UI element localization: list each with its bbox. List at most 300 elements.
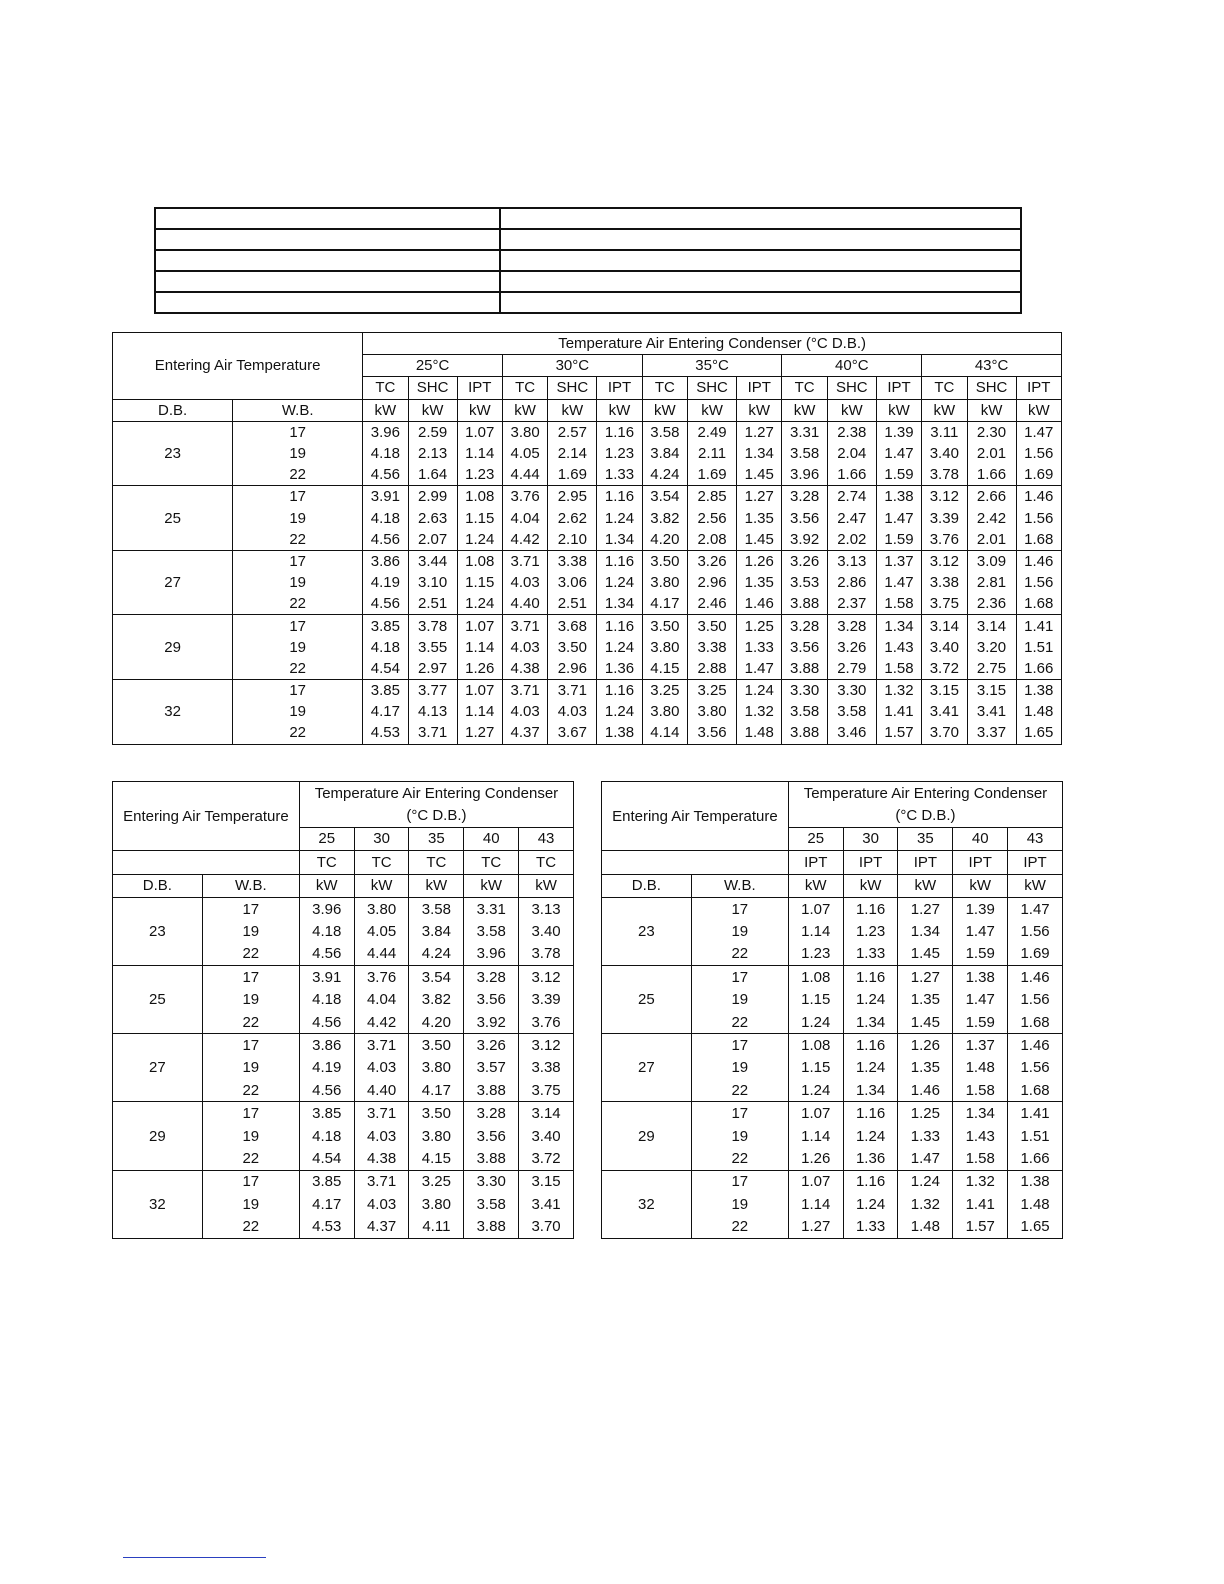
- table-cell: 1.65: [1008, 1215, 1063, 1238]
- table-cell: 1.08: [457, 486, 502, 508]
- table-cell: 2.99: [408, 486, 457, 508]
- db-value: 27: [602, 1034, 692, 1102]
- table-cell: 3.40: [922, 637, 967, 658]
- wb-value: 22: [691, 943, 788, 966]
- table-cell: 1.59: [876, 464, 921, 486]
- table-cell: 2.08: [688, 529, 737, 551]
- table-cell: 1.08: [457, 550, 502, 572]
- table-cell: 1.46: [1016, 550, 1061, 572]
- table-cell: 1.16: [597, 421, 642, 443]
- header-row-1: [113, 782, 574, 805]
- table-cell: 3.25: [642, 680, 687, 702]
- metric-header: IPT: [597, 377, 642, 399]
- spec-label-cell: [155, 271, 500, 292]
- table-cell: 1.24: [788, 1011, 843, 1034]
- table-cell: 3.39: [922, 508, 967, 529]
- unit-header: kW: [502, 399, 547, 421]
- table-cell: 3.12: [519, 1034, 574, 1057]
- metric-header: TC: [464, 851, 519, 874]
- table-cell: 1.14: [457, 637, 502, 658]
- table-cell: 1.07: [457, 421, 502, 443]
- table-cell: 4.53: [299, 1215, 354, 1238]
- table-cell: 1.34: [597, 593, 642, 615]
- table-cell: 1.47: [737, 658, 782, 680]
- wb-value: 22: [202, 1215, 299, 1238]
- wb-value: 17: [691, 1170, 788, 1193]
- table-cell: 3.67: [548, 722, 597, 744]
- header-row-1: [602, 782, 1063, 805]
- table-row: [113, 486, 1062, 508]
- spec-row: [155, 229, 1021, 250]
- table-cell: 2.59: [408, 421, 457, 443]
- table-cell: 1.46: [1016, 486, 1061, 508]
- table-cell: 4.44: [502, 464, 547, 486]
- table-cell: 3.40: [922, 443, 967, 464]
- wb-value: 19: [233, 637, 363, 658]
- table-cell: 2.66: [967, 486, 1016, 508]
- table-cell: 3.39: [519, 989, 574, 1011]
- table-cell: 3.26: [464, 1034, 519, 1057]
- table-cell: 1.27: [898, 966, 953, 989]
- header-row-4: [602, 851, 1063, 874]
- table-cell: 3.72: [922, 658, 967, 680]
- table-cell: 4.53: [363, 722, 408, 744]
- table-cell: 2.36: [967, 593, 1016, 615]
- unit-header: kW: [642, 399, 687, 421]
- table-cell: 4.56: [363, 529, 408, 551]
- wb-header: W.B.: [202, 874, 299, 897]
- table-row: [113, 680, 1062, 702]
- table-cell: 4.19: [299, 1057, 354, 1079]
- table-cell: 3.06: [548, 572, 597, 593]
- table-cell: 1.15: [457, 572, 502, 593]
- spec-row: [155, 208, 1021, 229]
- table-cell: 3.78: [408, 615, 457, 637]
- table-cell: 1.16: [597, 680, 642, 702]
- table-cell: 1.41: [953, 1193, 1008, 1215]
- wb-value: 22: [691, 1147, 788, 1170]
- wb-value: 22: [233, 593, 363, 615]
- table-cell: 3.31: [464, 897, 519, 920]
- wb-header: W.B.: [233, 399, 363, 421]
- table-cell: 3.14: [519, 1102, 574, 1125]
- db-value: 23: [113, 897, 203, 965]
- table-cell: 3.71: [354, 1034, 409, 1057]
- db-value: 25: [113, 966, 203, 1034]
- table-cell: 1.14: [788, 920, 843, 942]
- table-row: [602, 1034, 1063, 1057]
- wb-value: 19: [233, 701, 363, 722]
- wb-value: 19: [233, 443, 363, 464]
- table-row: [113, 615, 1062, 637]
- table-cell: 1.56: [1016, 572, 1061, 593]
- table-cell: 3.80: [502, 421, 547, 443]
- table-cell: 4.03: [354, 1125, 409, 1147]
- condenser-temp-header: 43: [519, 827, 574, 850]
- table-cell: 1.66: [827, 464, 876, 486]
- table-cell: 1.46: [737, 593, 782, 615]
- table-cell: 1.48: [1016, 701, 1061, 722]
- table-cell: 3.82: [409, 989, 464, 1011]
- table-cell: 2.02: [827, 529, 876, 551]
- table-cell: 1.47: [898, 1147, 953, 1170]
- table-row: [113, 966, 574, 989]
- table-cell: 3.88: [464, 1215, 519, 1238]
- entering-air-header: Entering Air Temperature: [113, 782, 300, 851]
- db-header: D.B.: [113, 874, 203, 897]
- table-cell: 3.80: [409, 1125, 464, 1147]
- table-cell: 4.56: [363, 593, 408, 615]
- table-cell: 3.14: [922, 615, 967, 637]
- table-cell: 2.57: [548, 421, 597, 443]
- table-cell: 3.30: [464, 1170, 519, 1193]
- table-cell: 2.86: [827, 572, 876, 593]
- table-cell: 3.56: [464, 1125, 519, 1147]
- table-cell: 1.41: [1016, 615, 1061, 637]
- table-cell: 4.17: [299, 1193, 354, 1215]
- metric-header: SHC: [548, 377, 597, 399]
- table-cell: 1.35: [737, 572, 782, 593]
- db-value: 32: [113, 680, 233, 745]
- condenser-temp-header: 25: [788, 827, 843, 850]
- table-cell: 3.58: [464, 920, 519, 942]
- unit-header: kW: [827, 399, 876, 421]
- table-cell: 4.18: [299, 920, 354, 942]
- unit-header: kW: [922, 399, 967, 421]
- spec-label-cell: [155, 229, 500, 250]
- table-cell: 2.10: [548, 529, 597, 551]
- table-cell: 4.37: [502, 722, 547, 744]
- table-cell: 3.78: [922, 464, 967, 486]
- table-cell: 3.26: [782, 550, 827, 572]
- table-cell: 1.68: [1008, 1011, 1063, 1034]
- table-cell: 3.71: [354, 1102, 409, 1125]
- table-cell: 1.38: [597, 722, 642, 744]
- table-cell: 1.66: [1008, 1147, 1063, 1170]
- table-cell: 1.47: [953, 920, 1008, 942]
- metric-header: TC: [363, 377, 408, 399]
- table-cell: 3.14: [967, 615, 1016, 637]
- spec-row: [155, 250, 1021, 271]
- table-cell: 4.05: [502, 443, 547, 464]
- table-row: [113, 658, 1062, 680]
- table-cell: 1.27: [737, 421, 782, 443]
- unit-header: kW: [597, 399, 642, 421]
- db-header: D.B.: [602, 874, 692, 897]
- table-cell: 2.42: [967, 508, 1016, 529]
- table-cell: 1.14: [788, 1193, 843, 1215]
- table-cell: 1.24: [843, 1057, 898, 1079]
- table-cell: 3.58: [409, 897, 464, 920]
- table-cell: 3.86: [363, 550, 408, 572]
- performance-table: [112, 332, 1062, 745]
- table-cell: 3.57: [464, 1057, 519, 1079]
- table-cell: 1.38: [1016, 680, 1061, 702]
- table-cell: 4.24: [409, 943, 464, 966]
- condenser-temp-header: 40: [953, 827, 1008, 850]
- table-row: [113, 637, 1062, 658]
- table-cell: 4.18: [299, 1125, 354, 1147]
- table-cell: 1.38: [876, 486, 921, 508]
- table-cell: 3.15: [519, 1170, 574, 1193]
- spec-value-cell: [500, 208, 1021, 229]
- table-cell: 3.44: [408, 550, 457, 572]
- table-cell: 1.69: [688, 464, 737, 486]
- table-cell: 1.24: [898, 1170, 953, 1193]
- table-cell: 4.15: [409, 1147, 464, 1170]
- table-cell: 1.37: [876, 550, 921, 572]
- entering-air-header: Entering Air Temperature: [113, 333, 363, 400]
- table-cell: 1.58: [876, 593, 921, 615]
- wb-value: 17: [202, 1034, 299, 1057]
- table-cell: 1.47: [876, 443, 921, 464]
- table-cell: 1.16: [597, 615, 642, 637]
- table-cell: 3.96: [782, 464, 827, 486]
- unit-header: kW: [1008, 874, 1063, 897]
- table-cell: 3.09: [967, 550, 1016, 572]
- condenser-temp-header: 35: [409, 827, 464, 850]
- table-cell: 1.69: [1016, 464, 1061, 486]
- table-cell: 2.88: [688, 658, 737, 680]
- table-cell: 3.50: [409, 1102, 464, 1125]
- metric-header: IPT: [843, 851, 898, 874]
- table-cell: 2.74: [827, 486, 876, 508]
- metric-header: SHC: [408, 377, 457, 399]
- table-cell: 4.04: [502, 508, 547, 529]
- table-cell: 3.76: [354, 966, 409, 989]
- table-cell: 1.45: [737, 464, 782, 486]
- table-cell: 4.17: [363, 701, 408, 722]
- condenser-temp-header: 30: [354, 827, 409, 850]
- table-cell: 3.92: [464, 1011, 519, 1034]
- wb-value: 22: [202, 1011, 299, 1034]
- table-cell: 4.11: [409, 1215, 464, 1238]
- metric-header: TC: [519, 851, 574, 874]
- table-cell: 3.68: [548, 615, 597, 637]
- unit-header: kW: [1016, 399, 1061, 421]
- spec-table: [154, 207, 1022, 314]
- wb-value: 17: [233, 550, 363, 572]
- table-cell: 4.56: [299, 943, 354, 966]
- table-cell: 4.17: [409, 1079, 464, 1102]
- table-cell: 1.34: [876, 615, 921, 637]
- wb-value: 19: [202, 1057, 299, 1079]
- metric-header: SHC: [967, 377, 1016, 399]
- table-cell: 3.38: [922, 572, 967, 593]
- table-cell: 1.27: [457, 722, 502, 744]
- perf-header-row-4: [113, 399, 1062, 421]
- table-cell: 3.72: [519, 1147, 574, 1170]
- table-cell: 3.96: [464, 943, 519, 966]
- table-cell: 1.23: [457, 464, 502, 486]
- wb-value: 17: [691, 1102, 788, 1125]
- unit-header: kW: [843, 874, 898, 897]
- table-cell: 2.46: [688, 593, 737, 615]
- table-cell: 1.24: [843, 989, 898, 1011]
- table-cell: 1.14: [457, 443, 502, 464]
- table-cell: 2.97: [408, 658, 457, 680]
- table-cell: 1.27: [788, 1215, 843, 1238]
- spec-label-cell: [155, 292, 500, 313]
- condenser-temp-header: 25°C: [363, 355, 503, 377]
- table-cell: 1.23: [843, 920, 898, 942]
- wb-value: 19: [691, 989, 788, 1011]
- table-cell: 4.14: [642, 722, 687, 744]
- table-cell: 2.37: [827, 593, 876, 615]
- table-cell: 4.44: [354, 943, 409, 966]
- table-cell: 4.15: [642, 658, 687, 680]
- table-cell: 1.56: [1008, 989, 1063, 1011]
- metric-header: IPT: [876, 377, 921, 399]
- table-cell: 1.43: [953, 1125, 1008, 1147]
- metric-header: TC: [354, 851, 409, 874]
- table-cell: 4.56: [299, 1011, 354, 1034]
- table-cell: 4.54: [363, 658, 408, 680]
- table-cell: 1.48: [737, 722, 782, 744]
- header-row-5: [113, 874, 574, 897]
- metric-header: IPT: [1008, 851, 1063, 874]
- spec-value-cell: [500, 292, 1021, 313]
- condenser-temp-header: 35°C: [642, 355, 782, 377]
- table-cell: 1.24: [843, 1125, 898, 1147]
- table-cell: 3.71: [502, 615, 547, 637]
- table-cell: 2.13: [408, 443, 457, 464]
- unit-header: kW: [788, 874, 843, 897]
- table-cell: 1.35: [737, 508, 782, 529]
- table-cell: 3.88: [464, 1147, 519, 1170]
- table-row: [113, 572, 1062, 593]
- table-cell: 1.15: [788, 989, 843, 1011]
- table-cell: 1.32: [737, 701, 782, 722]
- table-cell: 4.13: [408, 701, 457, 722]
- table-cell: 1.45: [737, 529, 782, 551]
- table-cell: 3.88: [782, 593, 827, 615]
- wb-value: 22: [233, 722, 363, 744]
- table-cell: 3.96: [363, 421, 408, 443]
- table-cell: 1.59: [953, 943, 1008, 966]
- table-cell: 3.58: [782, 701, 827, 722]
- table-cell: 1.41: [1008, 1102, 1063, 1125]
- table-cell: 1.16: [843, 1170, 898, 1193]
- condenser-temp-header: 35: [898, 827, 953, 850]
- wb-value: 22: [691, 1079, 788, 1102]
- table-cell: 3.71: [502, 680, 547, 702]
- table-cell: 3.28: [827, 615, 876, 637]
- table-cell: 3.84: [409, 920, 464, 942]
- table-row: [113, 897, 574, 920]
- table-cell: 1.47: [953, 989, 1008, 1011]
- table-cell: 1.07: [457, 680, 502, 702]
- table-cell: 3.86: [299, 1034, 354, 1057]
- unit-header: kW: [876, 399, 921, 421]
- table-cell: 1.47: [876, 508, 921, 529]
- table-cell: 3.85: [363, 680, 408, 702]
- wb-value: 17: [202, 897, 299, 920]
- table-cell: 1.16: [843, 1102, 898, 1125]
- table-cell: 1.34: [953, 1102, 1008, 1125]
- table-cell: 1.26: [737, 550, 782, 572]
- spec-label-cell: [155, 250, 500, 271]
- table-cell: 3.82: [642, 508, 687, 529]
- table-cell: 2.14: [548, 443, 597, 464]
- table-cell: 3.40: [519, 1125, 574, 1147]
- table-cell: 1.24: [457, 593, 502, 615]
- table-cell: 3.76: [502, 486, 547, 508]
- table-cell: 3.50: [688, 615, 737, 637]
- metric-header: IPT: [788, 851, 843, 874]
- table-cell: 4.56: [363, 464, 408, 486]
- table-cell: 1.16: [597, 550, 642, 572]
- table-cell: 3.30: [782, 680, 827, 702]
- table-cell: 3.80: [642, 637, 687, 658]
- table-cell: 2.95: [548, 486, 597, 508]
- table-row: [602, 897, 1063, 920]
- table-row: [113, 701, 1062, 722]
- table-cell: 1.47: [876, 572, 921, 593]
- table-cell: 1.45: [898, 943, 953, 966]
- table-cell: 3.26: [827, 637, 876, 658]
- table-cell: 4.40: [502, 593, 547, 615]
- table-cell: 1.24: [457, 529, 502, 551]
- table-cell: 3.13: [827, 550, 876, 572]
- wb-value: 17: [233, 421, 363, 443]
- wb-value: 19: [691, 1057, 788, 1079]
- condenser-temp-header: 43: [1008, 827, 1063, 850]
- condenser-title: Temperature Air Entering Condenser (°C D.B.): [363, 333, 1062, 355]
- table-cell: 1.57: [876, 722, 921, 744]
- table-cell: 1.27: [898, 897, 953, 920]
- table-cell: 3.56: [782, 637, 827, 658]
- unit-header: kW: [457, 399, 502, 421]
- table-cell: 1.34: [898, 920, 953, 942]
- wb-value: 17: [202, 1170, 299, 1193]
- table-row: [113, 1102, 574, 1125]
- table-cell: 1.23: [788, 943, 843, 966]
- wb-value: 19: [202, 1125, 299, 1147]
- table-cell: 2.01: [967, 443, 1016, 464]
- table-cell: 3.80: [409, 1193, 464, 1215]
- db-header: D.B.: [113, 399, 233, 421]
- table-cell: 3.50: [642, 615, 687, 637]
- table-row: [113, 1170, 574, 1193]
- wb-value: 22: [233, 529, 363, 551]
- unit-header: kW: [363, 399, 408, 421]
- table-cell: 1.25: [898, 1102, 953, 1125]
- table-cell: 3.71: [408, 722, 457, 744]
- table-cell: 1.23: [597, 443, 642, 464]
- table-cell: 3.88: [782, 722, 827, 744]
- wb-value: 19: [202, 1193, 299, 1215]
- table-cell: 3.50: [642, 550, 687, 572]
- table-cell: 4.03: [502, 572, 547, 593]
- condenser-temp-header: 40°C: [782, 355, 922, 377]
- db-value: 32: [113, 1170, 203, 1238]
- table-cell: 2.81: [967, 572, 1016, 593]
- table-cell: 3.71: [354, 1170, 409, 1193]
- unit-header: kW: [299, 874, 354, 897]
- wb-value: 22: [691, 1011, 788, 1034]
- metric-header: TC: [782, 377, 827, 399]
- table-cell: 1.58: [953, 1079, 1008, 1102]
- table-cell: 3.96: [299, 897, 354, 920]
- table-cell: 1.38: [1008, 1170, 1063, 1193]
- table-row: [113, 443, 1062, 464]
- condenser-temp-header: 25: [299, 827, 354, 850]
- table-cell: 1.66: [1016, 658, 1061, 680]
- table-cell: 1.36: [843, 1147, 898, 1170]
- table-cell: 1.46: [898, 1079, 953, 1102]
- unit-header: kW: [967, 399, 1016, 421]
